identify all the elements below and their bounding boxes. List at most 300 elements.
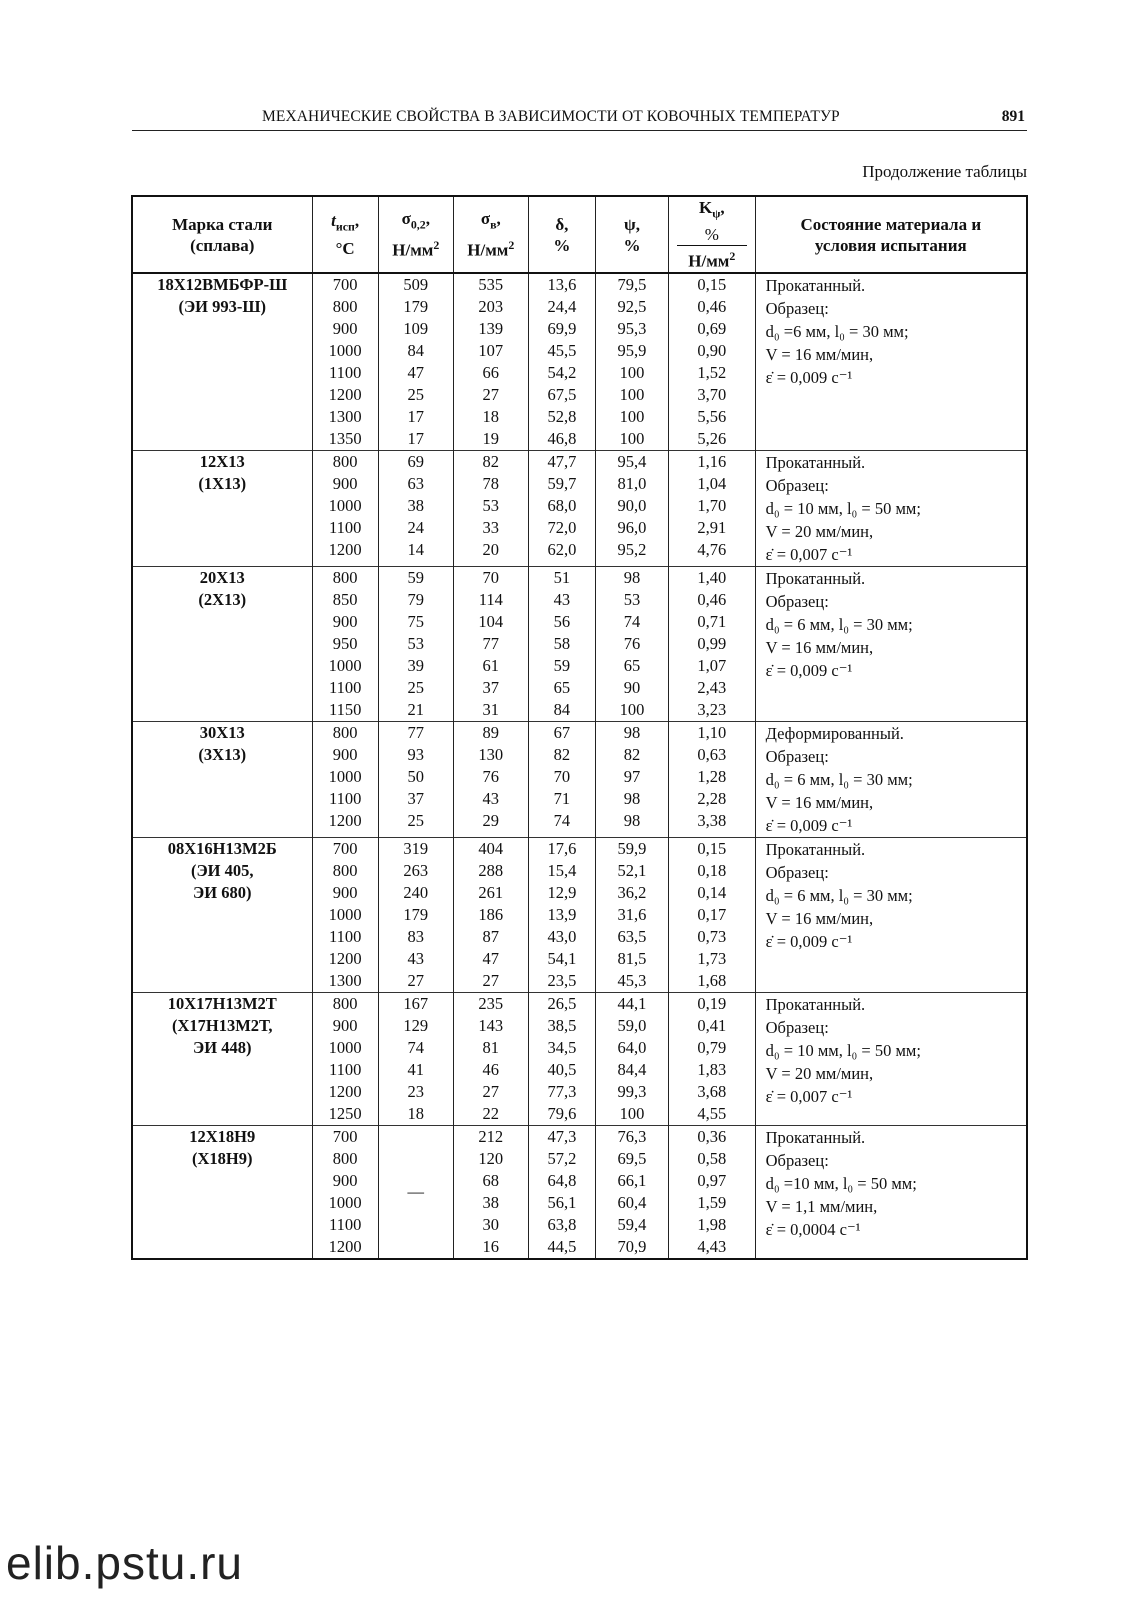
reduction-area-cell <box>595 1126 668 1260</box>
value: 800 <box>332 452 358 472</box>
value: 46 <box>482 1060 500 1080</box>
elongation-cell <box>528 451 595 567</box>
value: 60,4 <box>617 1193 647 1213</box>
value: 92,5 <box>617 297 647 317</box>
condition-line: Образец: <box>765 747 829 767</box>
tensile-strength-cell <box>453 1126 528 1260</box>
page-number: 891 <box>1001 108 1025 125</box>
value: 1000 <box>328 767 362 787</box>
temperature-cell <box>312 993 378 1126</box>
value: 27 <box>482 385 500 405</box>
value: 70,9 <box>617 1237 647 1257</box>
value: 56,1 <box>547 1193 577 1213</box>
properties-table <box>131 195 1028 1260</box>
value: 800 <box>332 994 358 1014</box>
value: 21 <box>407 700 425 720</box>
value: 15,4 <box>547 861 577 881</box>
value: 12,9 <box>547 883 577 903</box>
condition-line: ε̇ = 0,009 с⁻¹ <box>765 932 853 952</box>
reduction-area-cell <box>595 451 668 567</box>
value: 56 <box>553 612 571 632</box>
condition-line: d₀ =6 мм, l₀ = 30 мм; <box>765 322 909 342</box>
value: 5,26 <box>697 429 727 449</box>
condition-line: Образец: <box>765 863 829 883</box>
value: 81,5 <box>617 949 647 969</box>
value: 404 <box>478 839 504 859</box>
value: 47 <box>482 949 500 969</box>
value: 25 <box>407 811 425 831</box>
header-tensile-strength: $\sigma_в$, $Н/мм^2$ <box>453 196 528 273</box>
value: 288 <box>478 861 504 881</box>
grade-line: 20Х13 <box>199 568 245 588</box>
value: 1,16 <box>697 452 727 472</box>
value: 31,6 <box>617 905 647 925</box>
value: 535 <box>478 275 504 295</box>
header-condition <box>755 196 1027 273</box>
value: 129 <box>403 1016 429 1036</box>
value: 186 <box>478 905 504 925</box>
value: 100 <box>619 385 645 405</box>
value: 1300 <box>328 407 362 427</box>
header-s02-symbol: σ <box>401 209 411 228</box>
value: 87 <box>482 927 500 947</box>
value: 66 <box>482 363 500 383</box>
value: 1200 <box>328 385 362 405</box>
grade-line: 08Х16Н13М2Б <box>167 839 277 859</box>
value: 0,58 <box>697 1149 727 1169</box>
table-body <box>132 273 1027 1259</box>
condition-line: ε̇ = 0,009 с⁻¹ <box>765 368 853 388</box>
value: 109 <box>403 319 429 339</box>
header-k-unit: Н/мм <box>688 252 730 272</box>
value: 96,0 <box>617 518 647 538</box>
condition-line: Деформированный. <box>765 724 904 744</box>
header-k-psi: $K_\psi$, % $Н/мм^2$ <box>669 196 756 273</box>
condition-cell <box>755 722 1027 838</box>
value: 84 <box>553 700 571 720</box>
value: 235 <box>478 994 504 1014</box>
grade-cell <box>132 567 312 722</box>
value: 1,68 <box>697 971 727 991</box>
value: 37 <box>407 789 425 809</box>
value: 45,5 <box>547 341 577 361</box>
value: 82 <box>623 745 641 765</box>
value: 800 <box>332 861 358 881</box>
value: 1,59 <box>697 1193 727 1213</box>
value: 67 <box>553 723 571 743</box>
value: 1,10 <box>697 723 727 743</box>
value: 83 <box>407 927 425 947</box>
value: 203 <box>478 297 504 317</box>
value: 179 <box>403 905 429 925</box>
condition-line: ε̇ = 0,0004 с⁻¹ <box>765 1220 861 1240</box>
grade-line: (Х17Н13М2Т, <box>171 1016 273 1036</box>
value: 53 <box>623 590 641 610</box>
value: 62,0 <box>547 540 577 560</box>
condition-line: d₀ = 10 мм, l₀ = 50 мм; <box>765 499 921 519</box>
value: 98 <box>623 723 641 743</box>
value: 130 <box>478 745 504 765</box>
condition-line: ε̇ = 0,007 с⁻¹ <box>765 1087 853 1107</box>
value: 1,83 <box>697 1060 727 1080</box>
value: 25 <box>407 678 425 698</box>
k-psi-cell <box>669 567 756 722</box>
value: 0,19 <box>697 994 727 1014</box>
value: 800 <box>332 568 358 588</box>
grade-line: (1Х13) <box>198 474 247 494</box>
header-grade-line2: (сплава) <box>190 235 255 255</box>
yield-strength-cell <box>378 273 453 451</box>
condition-line: Прокатанный. <box>765 276 866 296</box>
value: 100 <box>619 429 645 449</box>
grade-line: (3Х13) <box>198 745 247 765</box>
value: 29 <box>482 811 500 831</box>
value: 41 <box>407 1060 425 1080</box>
value: 64,8 <box>547 1171 577 1191</box>
temperature-cell <box>312 722 378 838</box>
value: 4,43 <box>697 1237 727 1257</box>
grade-cell <box>132 838 312 993</box>
reduction-area-cell <box>595 567 668 722</box>
value: 900 <box>332 319 358 339</box>
value: 64,0 <box>617 1038 647 1058</box>
tensile-strength-cell <box>453 722 528 838</box>
value: 95,9 <box>617 341 647 361</box>
condition-line: V = 16 мм/мин, <box>765 638 874 658</box>
value: 1100 <box>328 363 362 383</box>
value: 1100 <box>328 1060 362 1080</box>
k-psi-cell <box>669 722 756 838</box>
value: 114 <box>478 590 503 610</box>
value: 38 <box>482 1193 500 1213</box>
condition-line: V = 16 мм/мин, <box>765 793 874 813</box>
value: 61 <box>482 656 500 676</box>
header-s02-unit: Н/мм <box>392 241 434 261</box>
reduction-area-cell <box>595 838 668 993</box>
value: 76 <box>623 634 641 654</box>
header-grade <box>132 196 312 273</box>
value: 107 <box>478 341 504 361</box>
condition-cell <box>755 451 1027 567</box>
value: 1,52 <box>697 363 727 383</box>
value: 43 <box>553 590 571 610</box>
condition-line: V = 16 мм/мин, <box>765 909 874 929</box>
value: 90 <box>623 678 641 698</box>
value: 1000 <box>328 905 362 925</box>
value: 14 <box>407 540 425 560</box>
k-psi-cell <box>669 451 756 567</box>
value: 0,90 <box>697 341 727 361</box>
header-k-sub: ψ <box>712 206 721 221</box>
value: 0,15 <box>697 839 727 859</box>
header-cond-line1: Состояние материала и <box>800 214 982 234</box>
value: 63,5 <box>617 927 647 947</box>
header-cond-line2: условия испытания <box>814 235 967 255</box>
condition-line: d₀ = 6 мм, l₀ = 30 мм; <box>765 886 913 906</box>
value: 1350 <box>328 429 362 449</box>
value: 26,5 <box>547 994 577 1014</box>
condition-cell <box>755 838 1027 993</box>
value: 700 <box>332 839 358 859</box>
value: 66,1 <box>617 1171 647 1191</box>
value: 40,5 <box>547 1060 577 1080</box>
condition-line: Прокатанный. <box>765 569 866 589</box>
header-test-temperature: $t_{исп}$, °C <box>312 196 378 273</box>
value: 100 <box>619 363 645 383</box>
condition-line: Прокатанный. <box>765 1128 866 1148</box>
value: 0,97 <box>697 1171 727 1191</box>
value: 139 <box>478 319 504 339</box>
value: 44,1 <box>617 994 647 1014</box>
value: 79 <box>407 590 425 610</box>
value: 46,8 <box>547 429 577 449</box>
header-grade-line1: Марка стали <box>172 214 273 234</box>
value: 75 <box>407 612 425 632</box>
grade-cell <box>132 722 312 838</box>
value: 77 <box>407 723 425 743</box>
condition-line: ε̇ = 0,007 с⁻¹ <box>765 545 853 565</box>
condition-cell <box>755 1126 1027 1260</box>
value: 79,6 <box>547 1104 577 1124</box>
condition-line: V = 20 мм/мин, <box>765 522 874 542</box>
header-k-pct: % <box>704 225 719 245</box>
k-psi-cell <box>669 993 756 1126</box>
value: 17 <box>407 407 425 427</box>
grade-cell <box>132 451 312 567</box>
table-row-group <box>132 993 1027 1126</box>
condition-line: d₀ =10 мм, l₀ = 50 мм; <box>765 1174 917 1194</box>
value: 47,3 <box>547 1127 577 1147</box>
value: 30 <box>482 1215 500 1235</box>
temperature-cell <box>312 451 378 567</box>
tensile-strength-cell <box>453 451 528 567</box>
value: 800 <box>332 723 358 743</box>
header-yield-strength: $\sigma_{0,2}$, $Н/мм^2$ <box>378 196 453 273</box>
value: 58 <box>553 634 571 654</box>
value: 1000 <box>328 1038 362 1058</box>
value: 81 <box>482 1038 500 1058</box>
tensile-strength-cell <box>453 273 528 451</box>
k-psi-cell <box>669 838 756 993</box>
table-row-group <box>132 567 1027 722</box>
value: 0,14 <box>697 883 727 903</box>
value: 52,8 <box>547 407 577 427</box>
condition-line: Образец: <box>765 299 829 319</box>
value: 900 <box>332 474 358 494</box>
header-psi-symbol: ψ, <box>624 214 640 234</box>
header-sb-unit: Н/мм <box>467 241 509 261</box>
value: 59,4 <box>617 1215 647 1235</box>
value: 89 <box>482 723 500 743</box>
elongation-cell <box>528 1126 595 1260</box>
condition-line: Прокатанный. <box>765 453 866 473</box>
value: 240 <box>403 883 429 903</box>
value: 900 <box>332 1171 358 1191</box>
value: 179 <box>403 297 429 317</box>
condition-line: V = 20 мм/мин, <box>765 1064 874 1084</box>
table-row-group <box>132 1126 1027 1260</box>
value: 77 <box>482 634 500 654</box>
header-k-symbol: K <box>698 198 713 217</box>
value: 78 <box>482 474 500 494</box>
value: 59,9 <box>617 839 647 859</box>
value: 54,2 <box>547 363 577 383</box>
value: 23 <box>407 1082 425 1102</box>
value: 0,79 <box>697 1038 727 1058</box>
tensile-strength-cell <box>453 993 528 1126</box>
value: 1000 <box>328 496 362 516</box>
grade-line: (ЭИ 993-Ш) <box>178 297 267 317</box>
table-row-group <box>132 838 1027 993</box>
elongation-cell <box>528 722 595 838</box>
value: 82 <box>482 452 500 472</box>
condition-cell <box>755 567 1027 722</box>
value: 1200 <box>328 540 362 560</box>
value: 13,9 <box>547 905 577 925</box>
value: 59,7 <box>547 474 577 494</box>
value: 27 <box>482 1082 500 1102</box>
value: 1100 <box>328 678 362 698</box>
value: 120 <box>478 1149 504 1169</box>
value: 100 <box>619 1104 645 1124</box>
value: 0,17 <box>697 905 727 925</box>
value: 100 <box>619 700 645 720</box>
value: 36,2 <box>617 883 647 903</box>
grade-line: (ЭИ 405, <box>190 861 254 881</box>
value: 93 <box>407 745 425 765</box>
value: 1000 <box>328 656 362 676</box>
header-reduction-area <box>595 196 668 273</box>
value: 143 <box>478 1016 504 1036</box>
value: 1100 <box>328 789 362 809</box>
value: 65 <box>553 678 571 698</box>
value: 4,55 <box>697 1104 727 1124</box>
page-header <box>132 106 1027 131</box>
value: 1,70 <box>697 496 727 516</box>
value: 72,0 <box>547 518 577 538</box>
yield-strength-cell <box>378 451 453 567</box>
reduction-area-cell <box>595 993 668 1126</box>
value: 43 <box>482 789 500 809</box>
value: 31 <box>482 700 500 720</box>
value: 167 <box>403 994 429 1014</box>
value: 1200 <box>328 949 362 969</box>
value: 0,63 <box>697 745 727 765</box>
value: 51 <box>553 568 571 588</box>
value: 0,36 <box>697 1127 727 1147</box>
condition-line: V = 1,1 мм/мин, <box>765 1197 878 1217</box>
value: 71 <box>553 789 571 809</box>
grade-line: ЭИ 680) <box>193 883 252 903</box>
value: 59 <box>553 656 571 676</box>
value: 0,18 <box>697 861 727 881</box>
running-title: МЕХАНИЧЕСКИЕ СВОЙСТВА В ЗАВИСИМОСТИ ОТ КОВОЧНЫХ ТЕМПЕРАТУР <box>262 108 840 125</box>
header-psi-unit: % <box>623 235 641 255</box>
grade-line: 18Х12ВМБФР-Ш <box>157 275 288 295</box>
value: 104 <box>478 612 504 632</box>
temperature-cell <box>312 1126 378 1260</box>
value: 37 <box>482 678 500 698</box>
value: 23,5 <box>547 971 577 991</box>
grade-cell <box>132 273 312 451</box>
value: 53 <box>407 634 425 654</box>
header-sb-symbol: σ <box>480 209 491 228</box>
watermark: elib.pstu.ru <box>6 1537 244 1589</box>
value: 4,76 <box>697 540 727 560</box>
value: 69 <box>407 452 425 472</box>
condition-line: d₀ = 6 мм, l₀ = 30 мм; <box>765 615 913 635</box>
value: 47 <box>407 363 425 383</box>
value: 20 <box>482 540 500 560</box>
value: 13,6 <box>547 275 577 295</box>
value: 53 <box>482 496 500 516</box>
value: 63 <box>407 474 425 494</box>
elongation-cell <box>528 273 595 451</box>
value: 212 <box>478 1127 504 1147</box>
value: 76 <box>482 767 500 787</box>
value: 95,2 <box>617 540 647 560</box>
grade-line: ЭИ 448) <box>193 1038 252 1058</box>
yield-strength-cell <box>378 722 453 838</box>
value: 27 <box>407 971 425 991</box>
continuation-note: Продолжение таблицы <box>862 162 1027 181</box>
value: 45,3 <box>617 971 647 991</box>
reduction-area-cell <box>595 273 668 451</box>
condition-line: d₀ = 6 мм, l₀ = 30 мм; <box>765 770 913 790</box>
header-elongation <box>528 196 595 273</box>
value: 0,73 <box>697 927 727 947</box>
value: 52,1 <box>617 861 647 881</box>
value: 1200 <box>328 811 362 831</box>
value: 22 <box>482 1104 500 1124</box>
value: 25 <box>407 385 425 405</box>
condition-line: Образец: <box>765 1151 829 1171</box>
value: 97 <box>623 767 641 787</box>
value: 19 <box>482 429 500 449</box>
value: 44,5 <box>547 1237 577 1257</box>
value: 54,1 <box>547 949 577 969</box>
value: 1100 <box>328 1215 362 1235</box>
value: 3,23 <box>697 700 727 720</box>
value: 700 <box>332 1127 358 1147</box>
value: 800 <box>332 1149 358 1169</box>
value: 39 <box>407 656 425 676</box>
value: 1250 <box>328 1104 362 1124</box>
value: 1100 <box>328 927 362 947</box>
value: 900 <box>332 1016 358 1036</box>
condition-line: V = 16 мм/мин, <box>765 345 874 365</box>
tensile-strength-cell <box>453 838 528 993</box>
value: 1000 <box>328 341 362 361</box>
value: 76,3 <box>617 1127 647 1147</box>
header-t-sub: исп <box>335 219 355 234</box>
grade-line: (Х18Н9) <box>192 1149 253 1169</box>
value: 2,28 <box>697 789 727 809</box>
value: 800 <box>332 297 358 317</box>
value: 67,5 <box>547 385 577 405</box>
condition-line: Образец: <box>765 592 829 612</box>
value: 81,0 <box>617 474 647 494</box>
value: 34,5 <box>547 1038 577 1058</box>
value: 33 <box>482 518 500 538</box>
elongation-cell <box>528 838 595 993</box>
value: 74 <box>623 612 641 632</box>
condition-cell <box>755 993 1027 1126</box>
value: 1,07 <box>697 656 727 676</box>
value: 3,38 <box>697 811 727 831</box>
value: 1000 <box>328 1193 362 1213</box>
grade-line: (2Х13) <box>198 590 247 610</box>
